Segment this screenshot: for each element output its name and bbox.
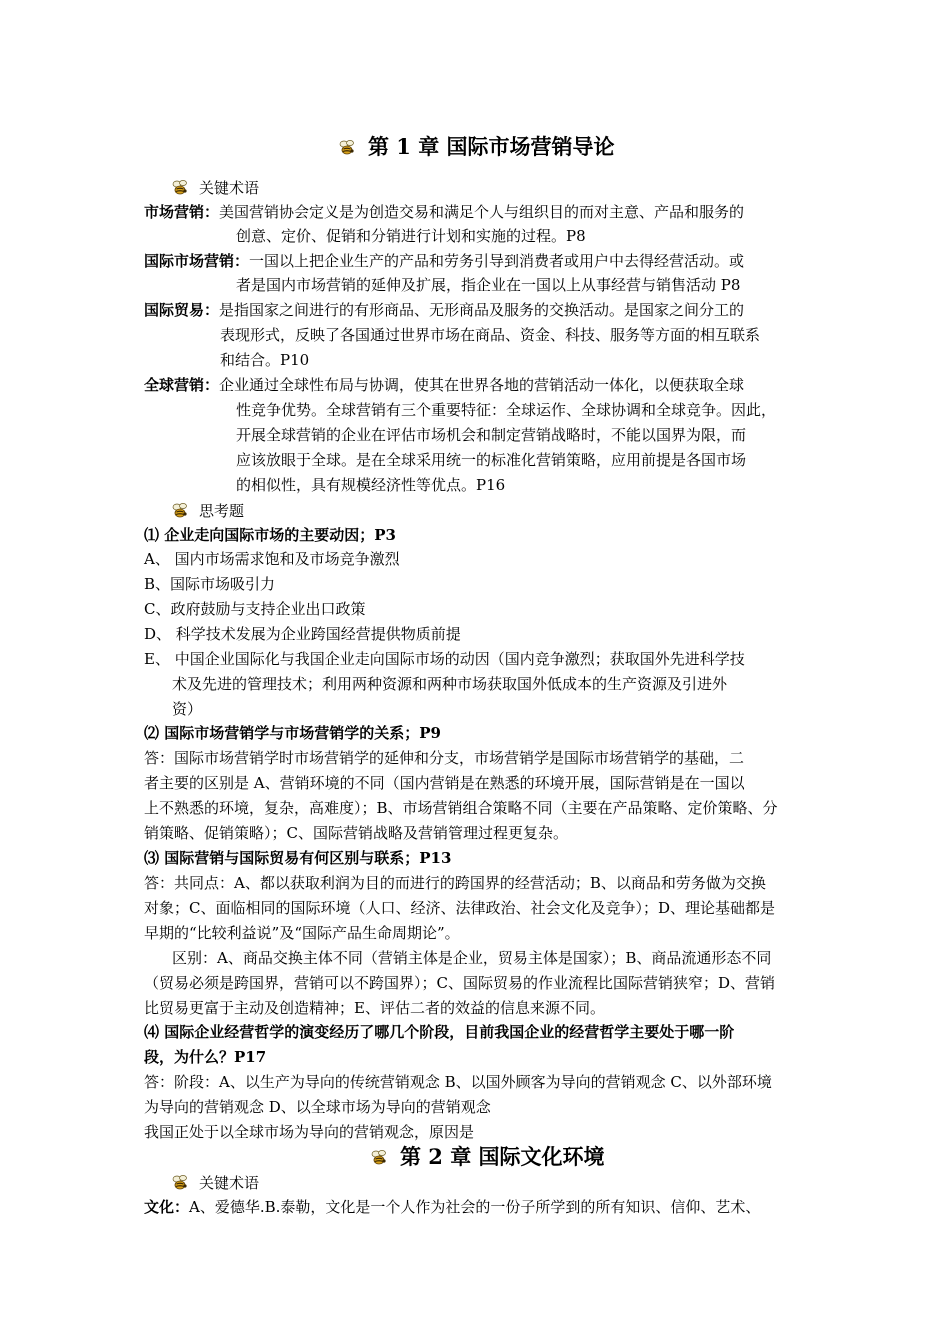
term-text: 是指国家之间进行的有形商品、无形商品及服务的交换活动。是国家之间分工的 <box>219 301 745 319</box>
section-heading-key-terms <box>171 1173 259 1192</box>
answer-line: 上不熟悉的环境，复杂，高难度）；B、市场营销组合策略不同（主要在产品策略、定价策略、分 <box>144 799 778 817</box>
term-line <box>144 1198 760 1216</box>
answer-line: E、 中国企业国际化与我国企业走向国际市场的动因（国内竞争激烈；获取国外先进科学技 <box>144 650 745 668</box>
term-name: 国际市场营销： <box>144 252 250 270</box>
section-heading-key-terms <box>171 178 259 197</box>
answer-line: B、国际市场吸引力 <box>144 575 276 593</box>
answer-line: C、政府鼓励与支持企业出口政策 <box>144 600 366 618</box>
answer-line: 比贸易更富于主动及创造精神；E、评估二者的效益的信息来源不同。 <box>144 999 605 1017</box>
term-text: 美国营销协会定义是为创造交易和满足个人与组织目的而对主意、产品和服务的 <box>219 203 745 221</box>
answer-line: （贸易必须是跨国界，营销可以不跨国界）；C、国际贸易的作业流程比国际营销狭窄；D、营销 <box>144 974 776 992</box>
answer-line: 答：国际市场营销学时市场营销学的延伸和分支，市场营销学是国际市场营销学的基础，二 <box>144 749 745 767</box>
answer-line: 资） <box>172 700 203 718</box>
term-name: 文化： <box>144 1198 190 1216</box>
bee-bullet-icon <box>171 1173 189 1191</box>
bee-bullet-icon <box>338 138 356 156</box>
term-name: 市场营销： <box>144 203 220 221</box>
chapter-2-heading <box>370 1144 605 1170</box>
term-line <box>144 301 744 319</box>
question-heading: ⑵ 国际市场营销学与市场营销学的关系；P9 <box>144 724 441 742</box>
answer-line: 者主要的区别是 A、营销环境的不同（国内营销是在熟悉的环境开展，国际营销是在一国以 <box>144 774 745 792</box>
term-line: 性竞争优势。全球营销有三个重要特征：全球运作、全球协调和全球竞争。因此， <box>236 401 777 419</box>
term-line: 表现形式，反映了各国通过世界市场在商品、资金、科技、服务等方面的相互联系 <box>220 326 761 344</box>
section-label: 关键术语 <box>199 179 260 197</box>
term-line: 开展全球营销的企业在评估市场机会和制定营销战略时，不能以国界为限，而 <box>236 426 747 444</box>
answer-line: 销策略、促销策略）；C、国际营销战略及营销管理过程更复杂。 <box>144 824 568 842</box>
section-label: 关键术语 <box>199 1174 260 1192</box>
term-text: 企业通过全球性布局与协调，使其在世界各地的营销活动一体化，以便获取全球 <box>219 376 745 394</box>
bee-bullet-icon <box>171 501 189 519</box>
term-text: A、爱德华.B.泰勒，文化是一个人作为社会的一份子所学到的所有知识、信仰、艺术、 <box>189 1198 761 1216</box>
chapter-2-title: 第 2 章 国际文化环境 <box>400 1144 605 1169</box>
chapter-1-heading <box>338 134 615 160</box>
answer-line: 区别：A、商品交换主体不同（营销主体是企业，贸易主体是国家）；B、商品流通形态不同 <box>172 949 772 967</box>
question-heading: ⑷ 国际企业经营哲学的演变经历了哪几个阶段，目前我国企业的经营哲学主要处于哪一阶 <box>144 1023 735 1041</box>
answer-line: 早期的“比较利益说”及“国际产品生命周期论”。 <box>144 924 460 942</box>
section-label: 思考题 <box>199 502 245 520</box>
question-heading: ⑴ 企业走向国际市场的主要动因；P3 <box>144 526 396 544</box>
term-line: 的相似性，具有规模经济性等优点。P16 <box>236 476 506 494</box>
answer-line: 为导向的营销观念 D、以全球市场为导向的营销观念 <box>144 1098 491 1116</box>
term-line <box>144 252 744 270</box>
answer-line: 对象；C、面临相同的国际环境（人口、经济、法律政治、社会文化及竞争）；D、理论基础都是 <box>144 899 776 917</box>
answer-line: 答：阶段：A、以生产为导向的传统营销观念 B、以国外顾客为导向的营销观念 C、以外部环境 <box>144 1073 772 1091</box>
section-heading-questions <box>171 501 244 520</box>
term-text: 一国以上把企业生产的产品和劳务引导到消费者或用户中去得经营活动。或 <box>249 252 745 270</box>
question-heading: ⑶ 国际营销与国际贸易有何区别与联系；P13 <box>144 849 452 867</box>
bee-bullet-icon <box>370 1148 388 1166</box>
term-line: 和结合。P10 <box>220 351 310 369</box>
term-line <box>144 203 744 221</box>
question-heading: 段，为什么？P17 <box>144 1048 267 1066</box>
term-line: 创意、定价、促销和分销进行计划和实施的过程。P8 <box>236 227 586 245</box>
answer-line: D、 科学技术发展为企业跨国经营提供物质前提 <box>144 625 461 643</box>
term-name: 全球营销： <box>144 376 220 394</box>
answer-line: 我国正处于以全球市场为导向的营销观念，原因是 <box>144 1123 475 1141</box>
answer-line: 答：共同点：A、都以获取利润为目的而进行的跨国界的经营活动；B、以商品和劳务做为交换 <box>144 874 766 892</box>
term-line <box>144 376 744 394</box>
bee-bullet-icon <box>171 178 189 196</box>
answer-line: 术及先进的管理技术；利用两种资源和两种市场获取国外低成本的生产资源及引进外 <box>172 675 728 693</box>
term-name: 国际贸易： <box>144 301 220 319</box>
term-line: 应该放眼于全球。是在全球采用统一的标准化营销策略，应用前提是各国市场 <box>236 451 747 469</box>
term-line: 者是国内市场营销的延伸及扩展，指企业在一国以上从事经营与销售活动 P8 <box>236 276 741 294</box>
answer-line: A、 国内市场需求饱和及市场竞争激烈 <box>144 550 400 568</box>
chapter-1-title: 第 1 章 国际市场营销导论 <box>368 134 615 159</box>
